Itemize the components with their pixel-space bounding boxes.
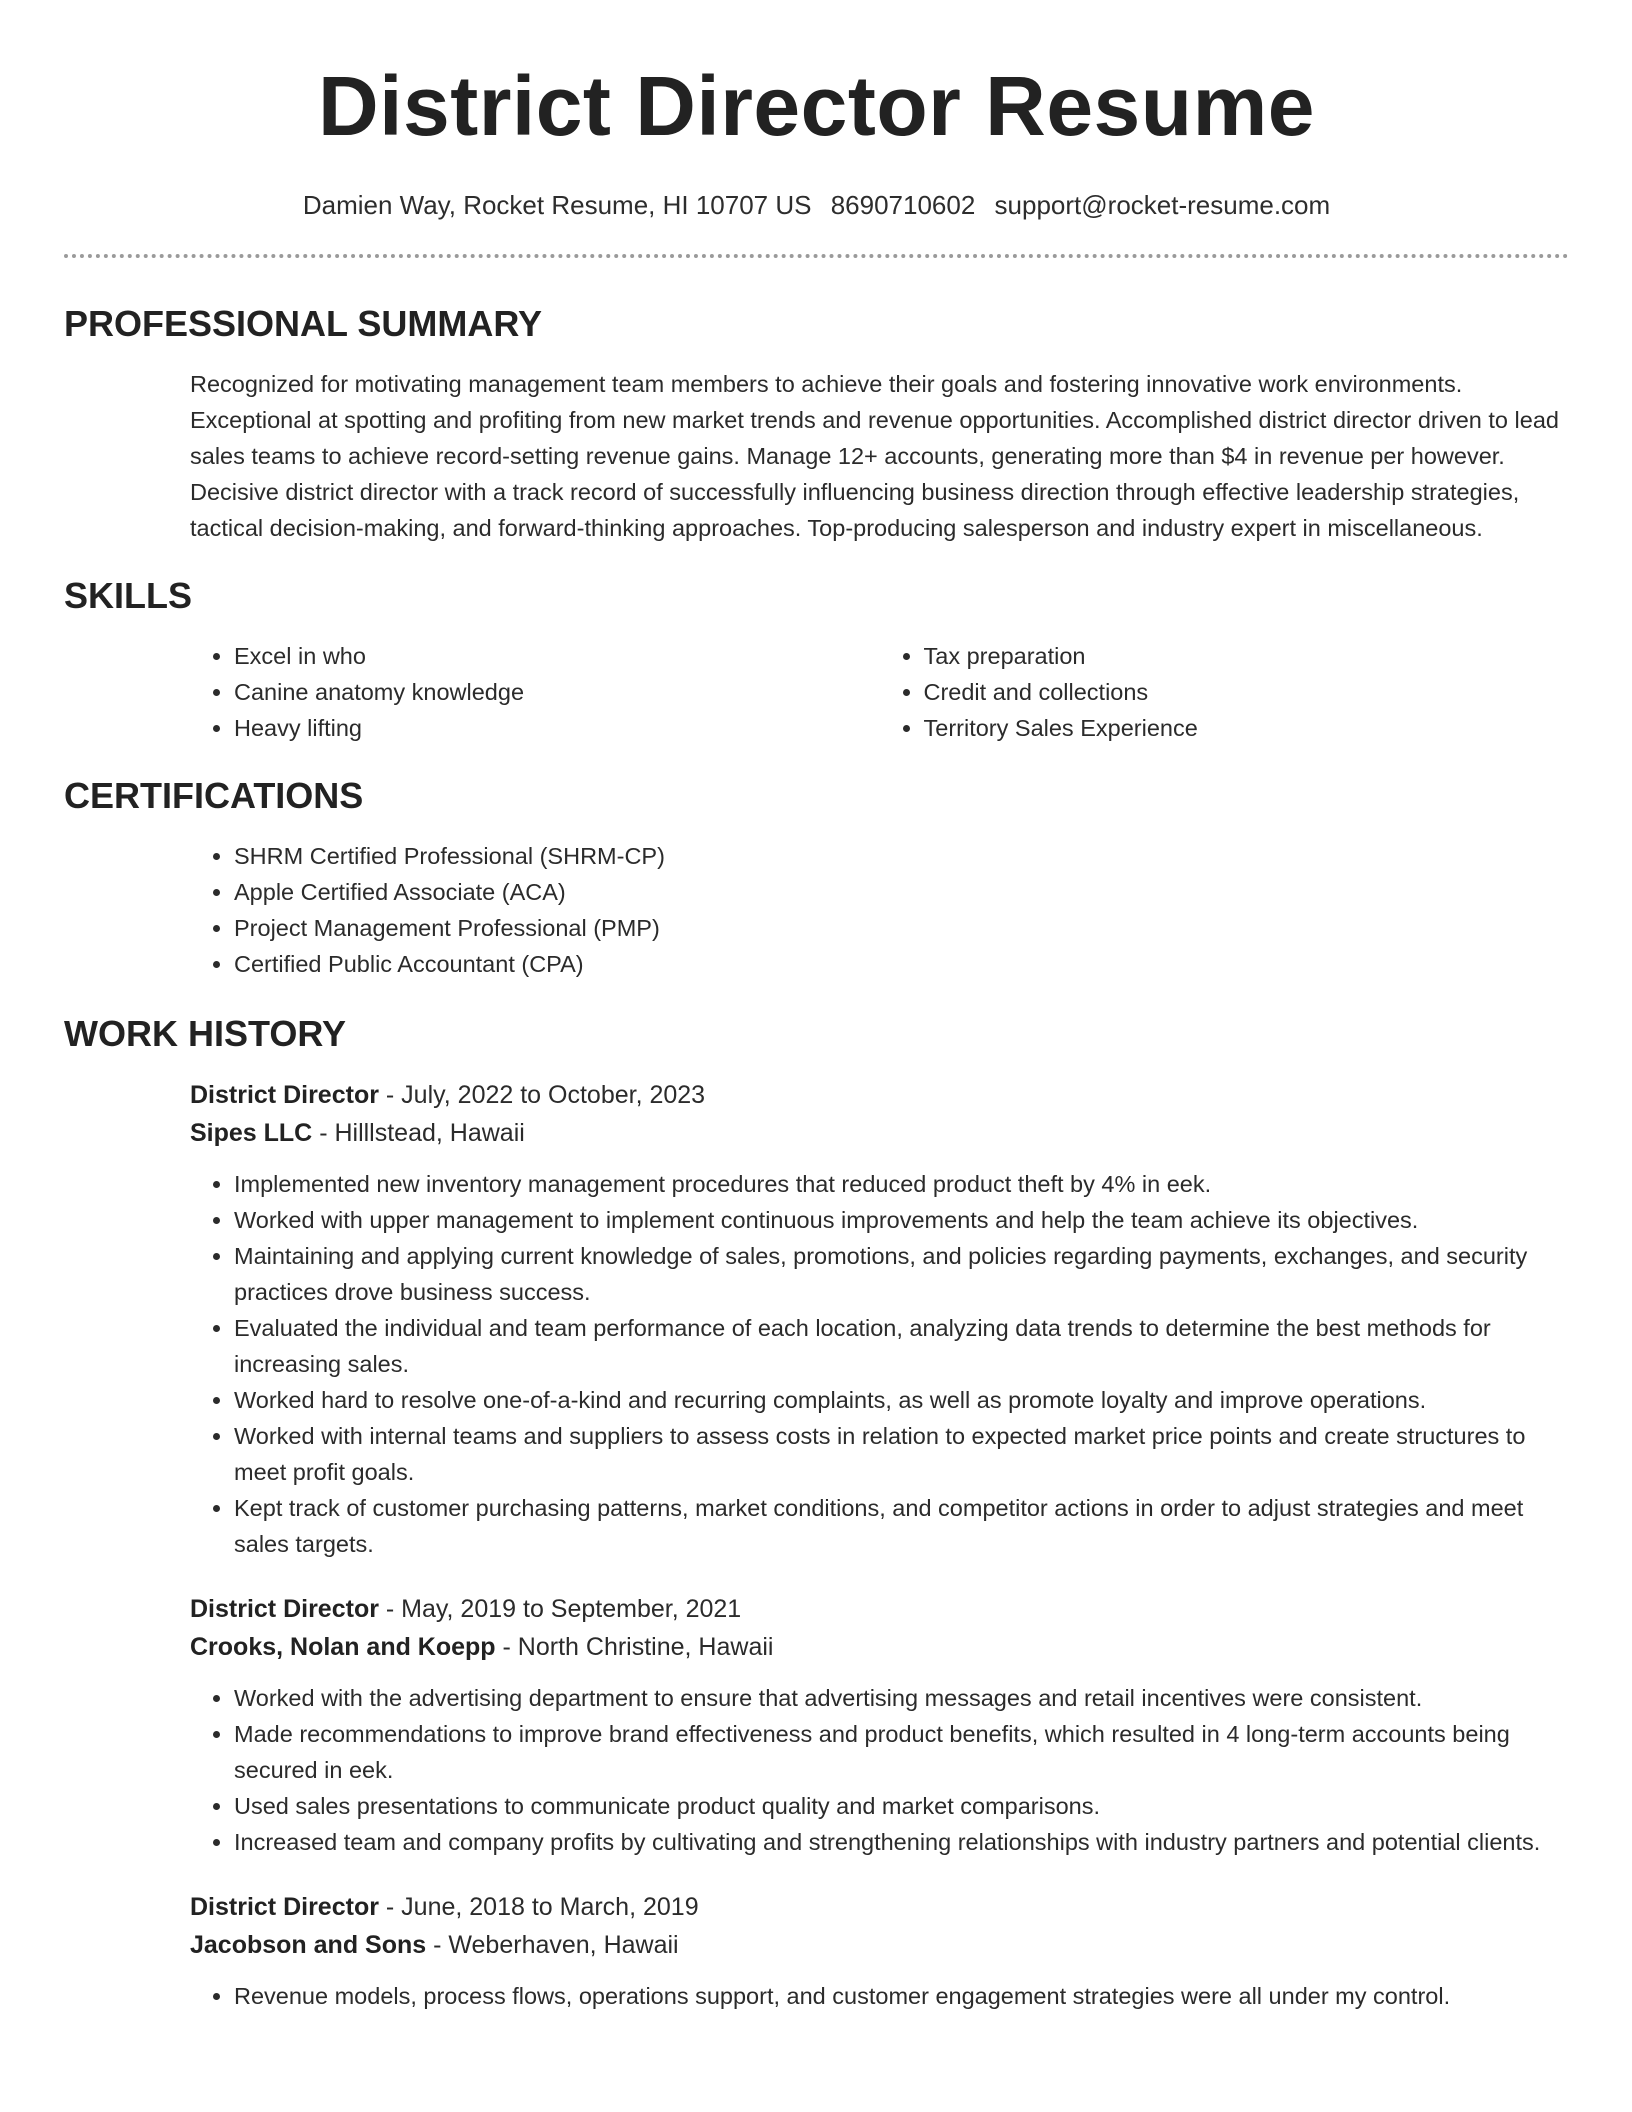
job-title-line bbox=[190, 1590, 1569, 1628]
list-item: • Made recommendations to improve brand effectiveness and product benefits, which resulted in 4 long-term accounts being secured in eek. bbox=[234, 1716, 1569, 1788]
contact-address: Damien Way, Rocket Resume, HI 10707 US bbox=[302, 190, 812, 220]
job-company: Jacobson and Sons bbox=[190, 1931, 427, 1959]
job-title: District Director bbox=[190, 1595, 379, 1623]
list-item: • Excel in who bbox=[234, 638, 880, 674]
list-item: • Worked hard to resolve one-of-a-kind and recurring complaints, as well as promote loyalty and improve operations. bbox=[234, 1382, 1569, 1418]
header-divider bbox=[64, 254, 1569, 258]
list-item: • Worked with internal teams and suppliers to assess costs in relation to expected market price points and create structures to meet profit goals. bbox=[234, 1418, 1569, 1490]
job-title-line bbox=[190, 1076, 1569, 1114]
job-location: - North Christine, Hawaii bbox=[495, 1633, 774, 1661]
list-item: • Kept track of customer purchasing patterns, market conditions, and competitor actions in order to adjust strategies and meet sales targets. bbox=[234, 1490, 1569, 1562]
summary-text: Recognized for motivating management team members to achieve their goals and fostering innovative work environments. Exceptional at spotting and profiting from new market trends and revenue opportunities. Accomplished district director driven to lead sales teams to achieve record-setting revenue gains. Manage 12+ accounts, generating more than $4 in revenue per however. Decisive district director with a track record of successfully influencing business direction through effective leadership strategies, tactical decision-making, and forward-thinking approaches. Top-producing salesperson and industry expert in miscellaneous. bbox=[190, 371, 1559, 541]
job-company-line bbox=[190, 1114, 1569, 1152]
job-company-line bbox=[190, 1628, 1569, 1666]
list-item: • Canine anatomy knowledge bbox=[234, 674, 880, 710]
job-title-line bbox=[190, 1888, 1569, 1926]
certifications-list bbox=[190, 838, 1569, 982]
list-item: • Territory Sales Experience bbox=[924, 710, 1570, 746]
list-item: • Certified Public Accountant (CPA) bbox=[234, 946, 1569, 982]
list-item: • Tax preparation bbox=[924, 638, 1570, 674]
skills-list bbox=[190, 638, 1569, 746]
contact-line bbox=[64, 190, 1569, 220]
job-location: - Hilllstead, Hawaii bbox=[312, 1119, 525, 1147]
resume-page bbox=[64, 0, 1569, 2042]
list-item: • Credit and collections bbox=[924, 674, 1570, 710]
list-item: • Maintaining and applying current knowledge of sales, promotions, and policies regarding payments, exchanges, and security practices drove business success. bbox=[234, 1238, 1569, 1310]
job-dates: - May, 2019 to September, 2021 bbox=[378, 1595, 742, 1623]
list-item: • Project Management Professional (PMP) bbox=[234, 910, 1569, 946]
job-bullets bbox=[190, 1978, 1569, 2014]
contact-email: support@rocket-resume.com bbox=[994, 190, 1331, 220]
skills-column-left bbox=[190, 638, 880, 746]
job-entry bbox=[190, 1076, 1569, 1562]
job-title: District Director bbox=[190, 1081, 379, 1109]
job-dates: - June, 2018 to March, 2019 bbox=[378, 1893, 699, 1921]
job-bullets bbox=[190, 1166, 1569, 1562]
certifications-heading: CERTIFICATIONS bbox=[64, 775, 364, 816]
list-item: • Worked with upper management to implement continuous improvements and help the team achieve its objectives. bbox=[234, 1202, 1569, 1238]
skills-column-right bbox=[880, 638, 1570, 746]
job-company: Sipes LLC bbox=[190, 1119, 313, 1147]
contact-phone: 8690710602 bbox=[830, 190, 976, 220]
list-item: • Heavy lifting bbox=[234, 710, 880, 746]
list-item: • Worked with the advertising department to ensure that advertising messages and retail incentives were consistent. bbox=[234, 1680, 1569, 1716]
job-dates: - July, 2022 to October, 2023 bbox=[378, 1081, 706, 1109]
job-bullets bbox=[190, 1680, 1569, 1860]
job-entry bbox=[190, 1888, 1569, 2014]
resume-title: District Director Resume bbox=[318, 59, 1315, 153]
list-item: • Used sales presentations to communicate product quality and market comparisons. bbox=[234, 1788, 1569, 1824]
list-item: • Apple Certified Associate (ACA) bbox=[234, 874, 1569, 910]
list-item: • Implemented new inventory management procedures that reduced product theft by 4% in eek. bbox=[234, 1166, 1569, 1202]
list-item: • SHRM Certified Professional (SHRM-CP) bbox=[234, 838, 1569, 874]
job-company: Crooks, Nolan and Koepp bbox=[190, 1633, 496, 1661]
job-title: District Director bbox=[190, 1893, 379, 1921]
list-item: • Evaluated the individual and team performance of each location, analyzing data trends to determine the best methods for increasing sales. bbox=[234, 1310, 1569, 1382]
list-item: • Increased team and company profits by cultivating and strengthening relationships with industry partners and potential clients. bbox=[234, 1824, 1569, 1860]
job-company-line bbox=[190, 1926, 1569, 1964]
skills-heading: SKILLS bbox=[64, 575, 193, 616]
summary-heading: PROFESSIONAL SUMMARY bbox=[64, 303, 543, 344]
work-history-heading: WORK HISTORY bbox=[64, 1013, 347, 1054]
job-entry bbox=[190, 1590, 1569, 1860]
job-location: - Weberhaven, Hawaii bbox=[426, 1931, 679, 1959]
list-item: • Revenue models, process flows, operations support, and customer engagement strategies were all under my control. bbox=[234, 1978, 1569, 2014]
